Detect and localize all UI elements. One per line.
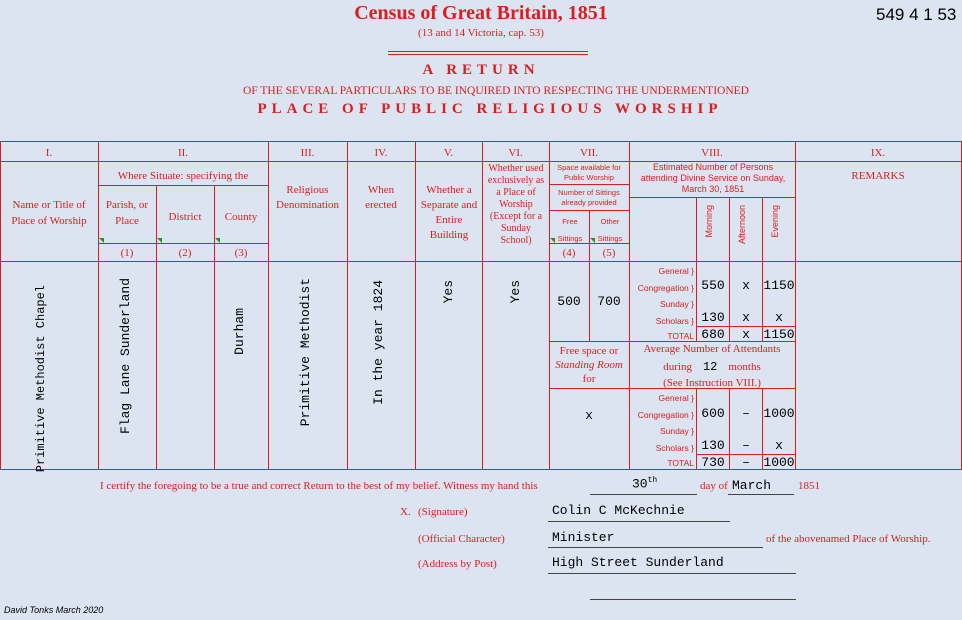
est-scholars-afternoon: x	[742, 310, 750, 325]
avg-congregation-evening: 1000	[763, 406, 795, 421]
col-ii-heading: II.	[177, 147, 189, 159]
denomination-heading: Religious Denomination	[276, 184, 339, 211]
free-sittings-heading: Free Sittings	[557, 217, 583, 243]
avg-scholars-morning: 130	[701, 438, 725, 453]
certify-month: March	[732, 478, 772, 493]
free-space-label: Free space or Standing Room for	[555, 345, 623, 385]
average-row-labels: General } Congregation } Sunday } Scholars } TOTAL	[637, 393, 694, 468]
avg-total-evening: 1000	[763, 455, 795, 470]
erected-value: In the year 1824	[371, 280, 386, 405]
average-label: Average Number of Attendants during 12 months (See Instruction VIII.)	[643, 343, 781, 389]
title-rule	[388, 51, 588, 52]
title-rule-2	[388, 54, 588, 55]
certify-day: 30th	[632, 476, 658, 492]
where-situate-heading: Where Situate: specifying the	[117, 170, 249, 182]
col-i-heading: I.	[45, 147, 53, 159]
exclusive-heading: Whether used exclusively as a Place of Worship (Except for a Sunday School)	[487, 163, 545, 246]
col-ix-heading: IX.	[870, 147, 886, 159]
x-label: X.	[400, 506, 411, 518]
avg-congregation-afternoon: –	[742, 406, 750, 421]
est-total-afternoon: x	[742, 327, 750, 342]
free-sittings-value: 500	[557, 294, 581, 309]
parish-value: Flag Lane Sunderland	[118, 278, 133, 435]
afternoon-heading: Afternoon	[737, 205, 747, 245]
n4-label: (4)	[562, 247, 576, 259]
est-congregation-morning: 550	[701, 278, 725, 293]
day-of-label: day of	[700, 480, 728, 492]
est-congregation-afternoon: x	[742, 278, 750, 293]
form-title: Census of Great Britain, 1851	[354, 2, 608, 24]
district-heading: District	[168, 211, 202, 223]
avg-congregation-morning: 600	[701, 406, 725, 421]
address-label: (Address by Post)	[418, 558, 497, 570]
other-sittings-heading: Other Sittings	[597, 217, 623, 243]
est-total-evening: 1150	[763, 327, 795, 342]
abovenamed-text: of the abovenamed Place of Worship.	[766, 533, 931, 545]
official-character-label: (Official Character)	[418, 533, 505, 545]
credit-text: David Tonks March 2020	[4, 605, 104, 615]
avg-total-morning: 730	[701, 455, 725, 470]
a-return-heading: A RETURN	[422, 62, 540, 78]
avg-total-afternoon: –	[742, 455, 750, 470]
avg-scholars-evening: x	[775, 438, 783, 453]
n2-label: (2)	[178, 247, 192, 259]
name-title-heading: Name or Title of Place of Worship	[11, 199, 87, 227]
col-iv-heading: IV.	[374, 147, 388, 159]
other-sittings-value: 700	[597, 294, 621, 309]
avg-scholars-afternoon: –	[742, 438, 750, 453]
separate-heading: Whether a Separate and Entire Building	[420, 184, 478, 241]
official-character-value: Minister	[552, 530, 615, 545]
county-value: Durham	[232, 308, 247, 355]
est-scholars-morning: 130	[701, 310, 725, 325]
col-iii-heading: III.	[300, 147, 315, 159]
morning-heading: Morning	[704, 205, 714, 238]
estimated-row-labels: General } Congregation } Sunday } Scholars } TOTAL	[637, 266, 694, 341]
col-vi-heading: VI.	[508, 147, 523, 159]
free-space-value: x	[585, 408, 593, 423]
space-available-heading: Space available for Public Worship	[557, 163, 621, 182]
evening-heading: Evening	[770, 205, 780, 238]
col-vii-heading: VII.	[579, 147, 599, 159]
erected-heading: When erected	[365, 184, 397, 211]
n3-label: (3)	[234, 247, 248, 259]
n5-label: (5)	[602, 247, 616, 259]
county-heading: County	[224, 211, 258, 223]
col-v-heading: V.	[443, 147, 454, 159]
col-viii-heading: VIII.	[701, 147, 723, 159]
est-scholars-evening: x	[775, 310, 783, 325]
parish-heading: Parish, or Place	[105, 199, 149, 227]
place-of-worship-name: Primitive Methodist Chapel	[34, 285, 48, 473]
address-value: High Street Sunderland	[552, 555, 724, 570]
remarks-heading: REMARKS	[851, 170, 905, 182]
signature-label: (Signature)	[418, 506, 468, 518]
n1-label: (1)	[120, 247, 134, 259]
exclusive-value: Yes	[508, 280, 523, 304]
particulars-line: OF THE SEVERAL PARTICULARS TO BE INQUIRED INTO RESPECTING THE UNDERMENTIONED	[243, 85, 749, 97]
estimated-heading: Estimated Number of Persons attending Divine Service on Sunday, March 30, 1851	[640, 162, 786, 194]
reference-number: 549 4 1 53	[876, 5, 957, 24]
signature-value: Colin C McKechnie	[552, 503, 685, 518]
certify-year: 1851	[798, 480, 820, 492]
est-congregation-evening: 1150	[763, 278, 795, 293]
separate-value: Yes	[441, 280, 456, 304]
average-months-value: 12	[702, 360, 718, 374]
certify-text: I certify the foregoing to be a true and correct Return to the best of my belief. Witness my hand this	[100, 480, 538, 492]
form-subtitle: (13 and 14 Victoria, cap. 53)	[418, 27, 544, 39]
denomination-value: Primitive Methodist	[298, 278, 313, 427]
est-total-morning: 680	[701, 327, 725, 342]
place-heading: PLACE OF PUBLIC RELIGIOUS WORSHIP	[257, 101, 723, 117]
sittings-heading: Number of Sittings already provided	[558, 188, 620, 207]
